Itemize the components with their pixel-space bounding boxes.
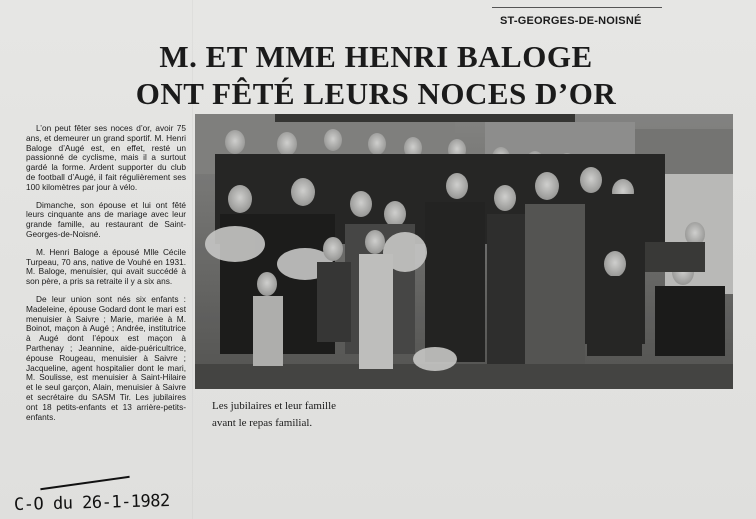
kicker: ST-GEORGES-DE-NOISNÉ xyxy=(500,15,642,27)
kicker-rule xyxy=(492,7,662,8)
family-photo-icon xyxy=(195,114,733,389)
paragraph-1: L’on peut fêter ses noces d’or, avoir 75 ans, et demeurer un grand sportif. M. Henri Baloge d’Augé est, en effet, resté un passionné de cyclisme, mais il a surtout gardé la forme. Ardent supporter du club de football d’Augé, il fait régulièrement ses 100 kilomètres par jour à vélo. xyxy=(26,123,186,192)
caption-line-1: Les jubilaires et leur famille xyxy=(212,400,337,412)
handwritten-note: C-O du 26-1-1982 xyxy=(13,490,171,516)
photo-caption xyxy=(212,398,412,432)
article-body xyxy=(26,124,186,430)
caption-line-2: avant le repas familial. xyxy=(212,417,313,429)
headline-line-1: M. ET MME HENRI BALOGE xyxy=(159,39,593,74)
handwritten-strike xyxy=(40,476,129,491)
family-photo xyxy=(195,114,733,389)
paragraph-2: Dimanche, son épouse et lui ont fêté leurs cinquante ans de mariage avec leur grande famille, au restaurant de Saint-Georges-de-Noisné. xyxy=(26,199,186,239)
headline xyxy=(96,38,656,112)
paragraph-3: M. Henri Baloge a épousé Mlle Cécile Turpeau, 70 ans, native de Vouhé en 1931. M. Baloge, menuisier, qui avait succédé à son père, a pris sa retraite il y a six ans. xyxy=(26,246,186,287)
paragraph-4: De leur union sont nés six enfants : Madeleine, épouse Godard dont le mari est menuisier à Saivre ; Marie, mariée à M. Boinot, maçon à Augé ; Andrée, institutrice à Augé dont l’époux est maçon à Parthenay ; Jeannine, aide-puéricultrice, épouse Rougeau, menuisier à Saivre ; Jacqueline, agent hospitalier dont le mari, M. Soulisse, est menuisier à Saint-Hilaire et le seul garçon, Alain, menuisier à Saivre et secrétaire du SASM Tir. Les jubilaires ont 18 petits-enfants et 13 arrière-petits-enfants. xyxy=(26,293,186,422)
fold-shadow xyxy=(192,0,193,519)
headline-line-2: ONT FÊTÉ LEURS NOCES D’OR xyxy=(135,76,617,111)
